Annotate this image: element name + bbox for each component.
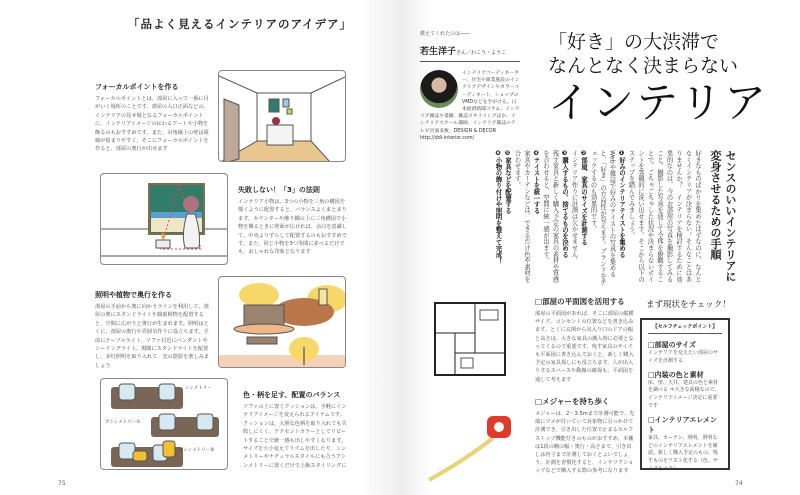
left-page-title: 「品よく見えるインテリアのアイデア」 [128, 17, 352, 31]
page-number: 75 [58, 480, 66, 487]
cushion-illustration [100, 378, 228, 470]
section-depth-lighting [95, 290, 210, 370]
rule-of-three-illustration [100, 173, 228, 265]
checklist-item-heading: □部屋のサイズ [648, 341, 697, 349]
section-body: インテリア小物は、3つの小物を三角の構図を描くように配置すると、バランスよくまとまります。カウンターや飾り棚の上に三角構図で小物を飾るときに壁面が広ければ、余白を意識して、中央よりずらして配置するのもおすすめです。また、同じ小物を3つ等間に並べるだけでも、おしゃれな印象となります [238, 199, 347, 256]
check-title: まず現状をチェック！ [646, 300, 731, 310]
step-body: 家具やカーテンなどは、できるだけ色や素材を合わせます。 [513, 150, 530, 283]
steps-title: センスのいいインテリアに変身させるための手順 [709, 150, 737, 282]
cushion-label: アシンメトリー② [179, 448, 215, 453]
tip-heading: □メジャーを持ち歩く [535, 397, 610, 406]
section-cushion-balance [243, 390, 348, 470]
cushion-label: アシンメトリー① [105, 420, 141, 425]
step-heading: ❹テイストを統一する [532, 150, 540, 214]
checklist-title: 【セルフチェックポイント】 [648, 323, 722, 334]
profile-bio: インテリアコーディネーター。住宅や商業施設のインテリアデザインやカラーコーディネート、ショップのVMDなどを手がける。日本経済新聞コラム、インテリア雑誌や書籍、雑誌スタイリングほか、インテリアスクール講師、インテリア雑誌のテレビ出演多数。DESIGN & DECOR http://ddi-interior.com/ [420, 71, 520, 141]
headline [548, 30, 768, 128]
section-focal-point [95, 82, 210, 154]
section-heading: フォーカルポイントを作る [95, 83, 179, 91]
steps-text [410, 150, 702, 288]
checklist-item-body: 家具、カーテン、照明、照明などのインテリアエレメントを確認。新しく購入予定のもの、残すものをリスト化する（色、サイズもメモ） [648, 434, 718, 472]
headline-line: なんとなく決まらない [548, 55, 739, 77]
floor-plan-image [425, 298, 515, 380]
step-heading: ❸購入するもの、捨てるものを決める [561, 150, 568, 258]
section-body: 部屋の手前から奥に向かうラインを利用して、部屋の奥にスタンドライトや観葉植物を配置すると、空間に広がりと奥行が生まれます。照明はとくに、部屋の奥行や雰囲気作りに役立ちます。手前にテーブルライト、ソファ付近にペンダントやシーリングライト、奥隅にスタンドライトを配置し、多灯照明を取り入れて、光の陰影を楽しみましょう [95, 304, 210, 369]
headline-line: 「好き」の大渋滞で [548, 31, 720, 53]
page-number: 74 [735, 480, 743, 487]
section-heading: 照明や植物で奥行を作る [95, 291, 172, 299]
tip-heading: □部屋の平面図を活用する [535, 297, 625, 306]
room-illustration [218, 70, 346, 162]
section-body: フォーカルポイントとは、部屋に入って一番に目がいく場所のことです。部屋の入口正面などの、インテリアの見せ場となるフォーカルポイントに、インテリアイメージの伝わるアートや小物を飾るのもおすすめです。また、対角線上の壁は視線が留まりやすく、そこにフォーカルポイントを作ると、部屋の奥行が出せます [95, 96, 209, 153]
right-page [400, 0, 800, 495]
lighting-illustration [218, 276, 346, 368]
intro-text: 好きなものばかりを集めたはずなのに、なんとなくインテリアが決まらない。そんなことはありませんか？ インテリアを検討するために効果的なのは、今のお部屋の写真を撮影してみること。撮影した写真を通して全体を俯瞰することで、ごちゃごちゃした状況や決まらないポイントを客観的に洗い出せます。そこから以下のステップを踏んでみましょう。 [627, 150, 701, 283]
tip-tape-measure [535, 396, 635, 476]
tip-floor-plan [535, 296, 635, 384]
section-heading: 失敗しない！「3」の法則 [238, 186, 320, 194]
step-body: 残す家具と新しく購入予定の家具の素材や質感を合わせると、空間に統一感が出ます。 [542, 150, 559, 283]
headline-main: インテリア [548, 78, 769, 127]
checklist-item-body: インテリアを変えたい部屋のサイズを計測する [648, 350, 719, 364]
tip-body: 部屋の平面図があれば、そこに部屋の縦横サイズ、コンセントの位置などを書き込みます。とくに玄関から出入り口のドアの幅と高さは、大きな家具の搬入時に必要となってくるので重要です。残す家具のサイズも平面図に書き込んでおくと、新しく購入予定の家具探しにも役立ちます。人が出入りするスペースや動線の確保も、平面図を通して考えます [535, 311, 634, 383]
tip-body: メジャーは、2〜3.5mまで計測可能で、先端にツメが付いていて対象物に引っかけて計測でき、引き出した位置で止まるセルフストップ機能付きのものがおすすめ。本棚は1段の棚の幅・奥行・高さまで、引き出しは内寸まで計測しておくとよいでしょう。計測を習慣化すると、インテリアショップなどで購入する際の参考になります [535, 411, 635, 475]
profile-name: 若生洋子 [420, 47, 457, 57]
section-rule-of-three [238, 185, 348, 257]
cushion-label: シンメトリー [185, 386, 212, 391]
profile [420, 30, 520, 142]
checklist-item-heading: □インテリアエレメント [648, 415, 718, 434]
step-body: Webや雑誌で好みのテイストの写真を集めると、「好き」の方向性が見えます。ブランドをチェックするのも効果的です。 [589, 150, 616, 286]
profile-label: 教えてくれたのは―― [420, 31, 471, 37]
tape-measure-image [425, 410, 517, 482]
step-heading: ❶好みのインテリアテイストを集める [618, 150, 625, 258]
section-body: ソファの上に置くクッションは、手軽にインテリアイメージを変えられるアイテムです。クッションは、大胆な色柄を取り入れても失敗しにくく、アクセントカラーとしてリピートすることで統一感も出しやすくなります。サイズを大小変えてリズムを出したり、シンメトリーやナチュラルスタイルにも合うアシンメトリーに置くだけで上級スタイリングに [243, 404, 347, 469]
step-heading: ❷部屋、家具のサイズを計測する [580, 150, 587, 246]
step-body: インテリア作りに計測は欠かせません。 [570, 150, 578, 264]
section-heading: 色・柄を足す、配置のバランス [243, 391, 341, 399]
step-heading: ❺家具などを配置する [504, 150, 511, 214]
self-checklist-box [640, 318, 730, 470]
checklist-item-body: 床、壁、天井、建具の色と素材を調べる ＊大きな面積なので、インテリアイメージ決定に重要です [648, 379, 720, 409]
avatar [420, 70, 458, 108]
profile-name-reading: さん／わこう・ようこ [456, 50, 507, 56]
step-heading: ❻小物の飾り付けや照明を整えて完成！ [494, 150, 502, 265]
checklist-item-heading: □内装の色と素材 [648, 370, 704, 379]
